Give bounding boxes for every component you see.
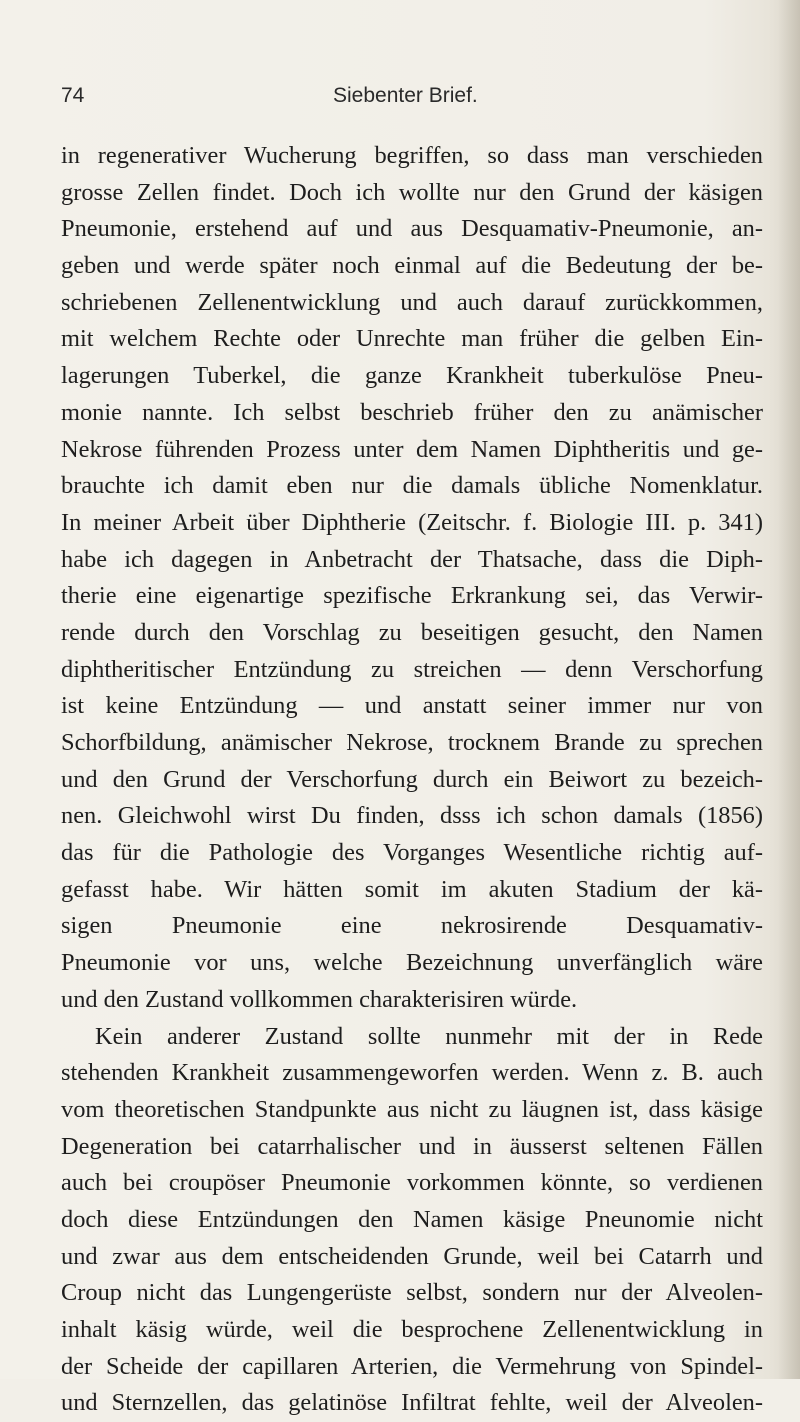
running-head <box>61 84 761 114</box>
text-line: Nekrose führenden Prozess unter dem Namen Diphtheritis und ge- <box>61 435 763 463</box>
text-line: doch diese Entzündungen den Namen käsige Pneunomie nicht <box>61 1205 763 1233</box>
text-line: Schorfbildung, anämischer Nekrose, trocknem Brande zu sprechen <box>61 729 763 756</box>
text-line: das für die Pathologie des Vorganges Wesentliche richtig auf- <box>61 839 763 867</box>
running-title: Siebenter Brief. <box>333 84 478 107</box>
body-text <box>61 138 763 1422</box>
text-line: diphtheritischer Entzündung zu streichen — denn Verschorfung <box>61 655 763 683</box>
text-line: inhalt käsig würde, weil die besprochene Zellenentwicklung in <box>61 1316 763 1343</box>
text-line: brauchte ich damit eben nur die damals übliche Nomenklatur. <box>61 472 763 500</box>
paragraph-end-line: und den Zustand vollkommen charakterisiren würde. <box>61 985 578 1013</box>
text-line: und den Grund der Verschorfung durch ein Beiwort zu bezeich- <box>61 765 763 793</box>
text-line: Pneumonie vor uns, welche Bezeichnung unverfänglich wäre <box>61 949 763 977</box>
text-line: der Scheide der capillaren Arterien, die Vermehrung von Spindel- <box>61 1352 763 1380</box>
text-line: nen. Gleichwohl wirst Du finden, dsss ich schon damals (1856) <box>61 802 763 830</box>
text-line: habe ich dagegen in Anbetracht der Thatsache, dass die Diph- <box>61 545 763 573</box>
text-line: in regenerativer Wucherung begriffen, so dass man verschieden <box>61 142 763 169</box>
text-line: geben und werde später noch einmal auf die Bedeutung der be- <box>61 252 763 280</box>
text-line: sigen Pneumonie eine nekrosirende Desquamativ- <box>61 912 763 940</box>
text-line: Croup nicht das Lungengerüste selbst, sondern nur der Alveolen- <box>61 1279 763 1307</box>
page-edge-shadow <box>778 0 800 1379</box>
paragraph-start-line: Kein anderer Zustand sollte nunmehr mit der in Rede <box>95 1022 763 1050</box>
text-line: und Sternzellen, das gelatinöse Infiltrat fehlte, weil der Alveolen- <box>61 1389 763 1417</box>
page-number: 74 <box>61 84 85 107</box>
text-line: schriebenen Zellenentwicklung und auch darauf zurückkommen, <box>61 288 763 316</box>
text-line: grosse Zellen findet. Doch ich wollte nur den Grund der käsigen <box>61 178 763 206</box>
text-line: vom theoretischen Standpunkte aus nicht zu läugnen ist, dass käsige <box>61 1095 763 1123</box>
text-line: mit welchem Rechte oder Unrechte man früher die gelben Ein- <box>61 325 763 353</box>
text-line: stehenden Krankheit zusammengeworfen werden. Wenn z. B. auch <box>61 1059 763 1087</box>
text-line: und zwar aus dem entscheidenden Grunde, weil bei Catarrh und <box>61 1242 763 1270</box>
text-line: monie nannte. Ich selbst beschrieb früher den zu anämischer <box>61 398 763 426</box>
text-line: lagerungen Tuberkel, die ganze Krankheit tuberkulöse Pneu- <box>61 362 763 390</box>
text-line: auch bei croupöser Pneumonie vorkommen könnte, so verdienen <box>61 1169 763 1197</box>
text-line: therie eine eigenartige spezifische Erkrankung sei, das Verwir- <box>61 582 763 610</box>
text-line: Pneumonie, erstehend auf und aus Desquamativ-Pneumonie, an- <box>61 215 763 243</box>
text-line: gefasst habe. Wir hätten somit im akuten Stadium der kä- <box>61 875 763 903</box>
text-line: rende durch den Vorschlag zu beseitigen gesucht, den Namen <box>61 618 763 646</box>
text-line: ist keine Entzündung — und anstatt seiner immer nur von <box>61 692 763 720</box>
text-line: In meiner Arbeit über Diphtherie (Zeitschr. f. Biologie III. p. 341) <box>61 508 763 536</box>
text-line: Degeneration bei catarrhalischer und in äusserst seltenen Fällen <box>61 1132 763 1160</box>
